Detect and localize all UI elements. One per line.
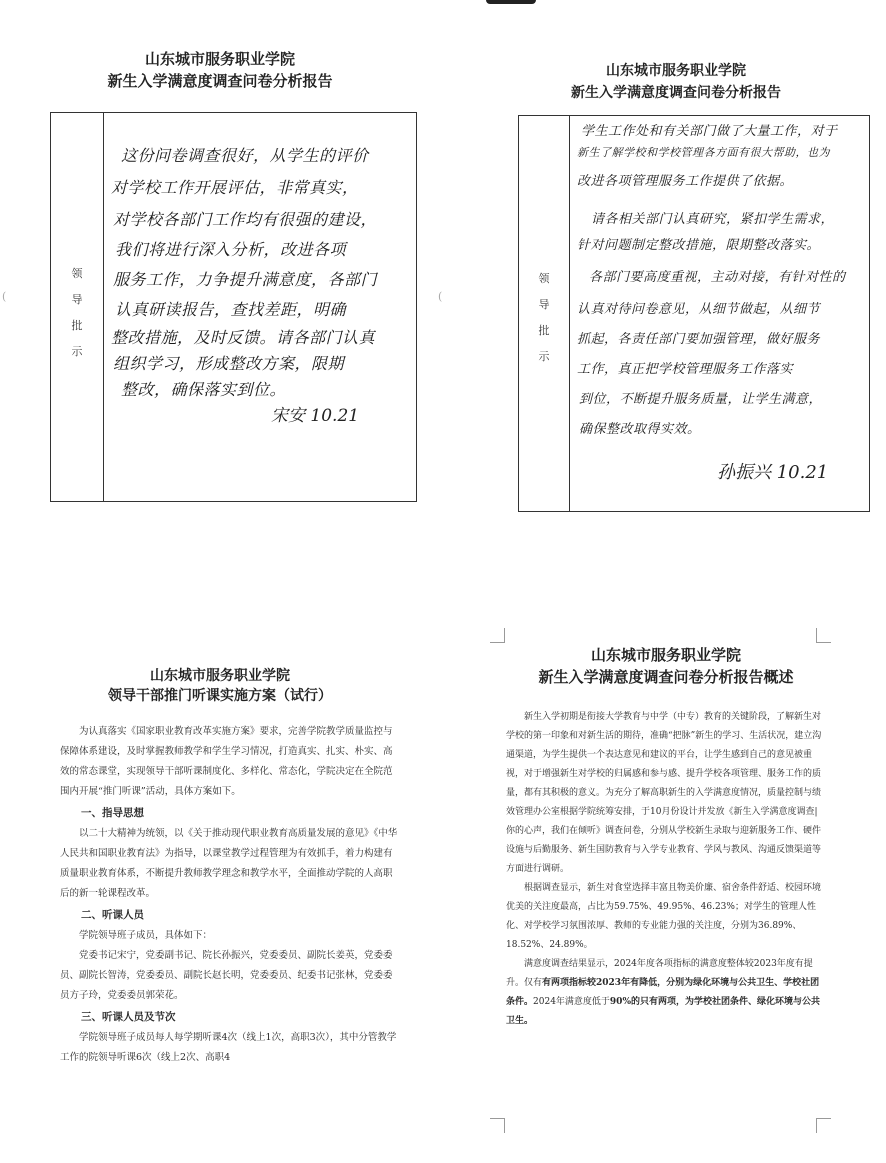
label-column: [519, 116, 570, 511]
handwriting-line: 整改措施，及时反馈。请各部门认真: [111, 328, 376, 347]
handwriting-line: 改进各项管理服务工作提供了依据。: [577, 174, 794, 189]
plan-body: [60, 722, 398, 1068]
approval-label: 领 导 批 示: [538, 272, 550, 363]
page-top-edge: [486, 0, 536, 4]
handwriting-line: 组织学习，形成整改方案，限期: [113, 354, 345, 373]
document-title: [20, 666, 420, 706]
crop-mark: [816, 628, 831, 643]
crop-mark: [490, 628, 505, 643]
title-line-2: 领导干部推门听课实施方案（试行）: [108, 688, 332, 704]
title-line-1: 山东城市服务职业学院: [144, 50, 295, 68]
title-line-1: 山东城市服务职业学院: [590, 646, 741, 664]
handwriting-line: 服务工作，力争提升满意度，各部门: [113, 270, 378, 289]
document-title: [486, 60, 866, 104]
overview-paragraph: 满意度调查结果显示，2024年度各项指标的满意度整体较2023年度有提升。仅有有两项指标较2023年有降低，分别为绿化环境与公共卫生、学校社团条件。2024年满意度低于90%的只有两项，为学校社团条件、绿化环境与公共卫生。: [506, 959, 820, 1026]
section-heading: 一、指导思想: [81, 807, 144, 819]
section-paragraph: 学院领导班子成员，具体如下：: [79, 930, 213, 941]
handwriting-line: 新生了解学校和学校管理各方面有很大帮助，也为: [577, 146, 830, 159]
plan-page: [0, 600, 440, 1163]
overview-body: [506, 708, 824, 1031]
handwriting-line: 确保整改取得实效。: [579, 422, 701, 437]
handwriting-line: 各部门要高度重视，主动对接，有针对性的: [589, 270, 846, 285]
title-line-1: 山东城市服务职业学院: [606, 63, 746, 79]
handwriting-line: 认真对待问卷意见，从细节做起，从细节: [577, 302, 821, 317]
overview-paragraph: 根据调查显示，新生对食堂选择丰富且物美价廉、宿舍条件舒适、校园环境优美的关注度最高，占比为59.75%、49.95%、46.23%；对学生的管理人性化、对学校学习氛围浓厚、教师的专业能力强的关注度，分别为36.89%、18.52%、24.89%。: [506, 883, 822, 950]
fold-mark: (: [438, 290, 443, 303]
approval-label: 领 导 批 示: [71, 267, 83, 358]
handwritten-comment: [577, 116, 869, 511]
crop-mark: [816, 1118, 831, 1133]
section-paragraph: 党委书记宋宁，党委副书记、院长孙振兴，党委委员、副院长姜英，党委委员、副院长智涛，党委委员、副院长赵长明，党委委员、纪委书记张林，党委委员方子玲，党委委员郭荣花。: [60, 950, 393, 1001]
fold-mark: (: [2, 290, 7, 303]
handwriting-line: 请各相关部门认真研究，紧扣学生需求，: [591, 212, 835, 227]
document-title: [40, 48, 400, 92]
approval-form-box: [50, 112, 417, 502]
memo-page-left: [0, 0, 443, 560]
handwriting-line: 抓起，各责任部门要加强管理，做好服务: [577, 332, 821, 347]
intro-paragraph: 为认真落实《国家职业教育改革实施方案》要求，完善学院教学质量监控与保障体系建设，及时掌握教师教学和学生学习情况，打造真实、扎实、朴实、高效的常态课堂，实现领导干部听课制度化、多样化、常态化，学院决定在全院范围内开展“推门听课”活动，具体方案如下。: [60, 726, 393, 797]
signature: 孙振兴 10.21: [717, 462, 829, 483]
handwriting-line: 到位，不断提升服务质量，让学生满意，: [579, 392, 823, 407]
section-heading: 二、听课人员: [81, 909, 144, 921]
title-line-2: 新生入学满意度调查问卷分析报告: [571, 85, 781, 101]
overview-paragraph: 新生入学初期是衔接大学教育与中学（中专）教育的关键阶段，了解新生对学校的第一印象和对新生活的期待，准确“把脉”新生的学习、生活状况，建立沟通渠道，为学生提供一个表达意见和建议的平台，让学生感到自己的意见被重视，对于增强新生对学校的归属感和参与感、提升学校各项管理、服务工作的质量，都有其积极的意义。为充分了解高职新生的入学满意度情况，质量控制与绩效管理办公室根据学院统筹安排，于10月份设计并发放《新生入学满意度调查|你的心声，我们在倾听》调查问卷，分别从学校新生录取与迎新服务工作、硬件设施与后勤服务、新生国防教育与入学专业教育、学风与教风、沟通反馈渠道等方面进行调研。: [506, 712, 822, 874]
document-title: [466, 644, 866, 688]
crop-mark: [490, 1118, 505, 1133]
handwriting-line: 学生工作处和有关部门做了大量工作，对于: [581, 124, 838, 139]
handwriting-line: 整改，确保落实到位。: [121, 380, 287, 399]
handwriting-line: 对学校工作开展评估，非常真实，: [111, 178, 359, 197]
handwriting-line: 认真研读报告，查找差距，明确: [115, 300, 347, 319]
title-line-1: 山东城市服务职业学院: [150, 668, 290, 684]
label-column: [51, 113, 104, 501]
overview-page: [446, 600, 886, 1163]
handwriting-line: 对学校各部门工作均有很强的建设，: [113, 210, 378, 229]
memo-page-right: [438, 0, 886, 560]
approval-form-box: [518, 115, 870, 512]
handwriting-line: 针对问题制定整改措施，限期整改落实。: [577, 238, 821, 253]
handwriting-line: 这份问卷调查很好，从学生的评价: [121, 146, 369, 165]
section-paragraph: 学院领导班子成员每人每学期听课4次（线上1次，高职3次），其中分管教学工作的院领导听课6次（线上2次、高职4: [60, 1032, 397, 1063]
section-heading: 三、听课人员及节次: [81, 1011, 176, 1023]
section-paragraph: 以二十大精神为统领，以《关于推动现代职业教育高质量发展的意见》《中华人民共和国职业教育法》为指导，以课堂教学过程管理为有效抓手，着力构建有质量职业教育体系，不断提升教师教学理念和教学水平，全面推动学院的人高职后的新一轮课程改革。: [60, 828, 398, 899]
signature: 宋安 10.21: [271, 406, 360, 426]
handwriting-line: 工作，真正把学校管理服务工作落实: [577, 362, 794, 377]
title-line-2: 新生入学满意度调查问卷分析报告概述: [538, 668, 794, 686]
handwriting-line: 我们将进行深入分析，改进各项: [115, 240, 347, 259]
title-line-2: 新生入学满意度调查问卷分析报告: [107, 72, 333, 90]
handwritten-comment: [111, 113, 416, 501]
